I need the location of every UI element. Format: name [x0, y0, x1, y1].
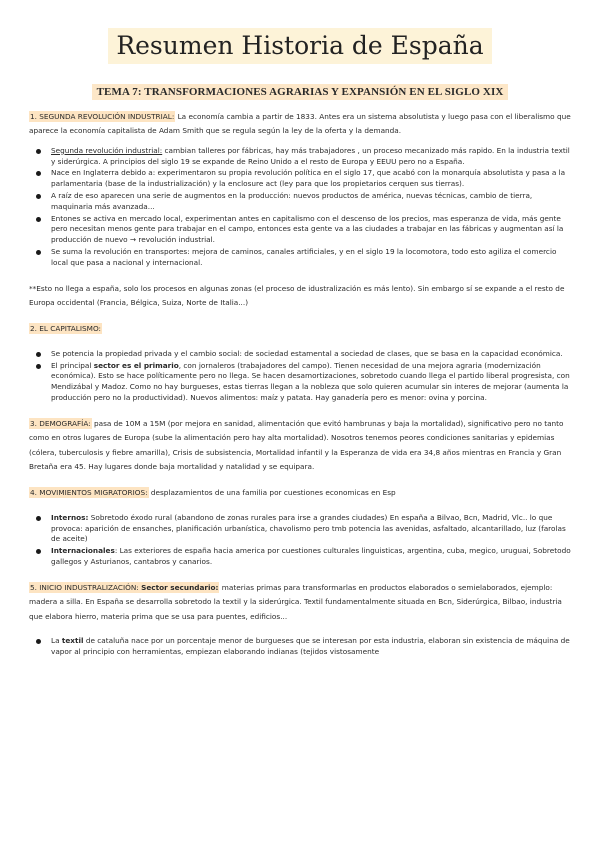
list-item-text: , con jornaleros (trabajadores del campo). Tienen necesidad de una mejora agraria (modernización económica). Esto se hace políticamente pero no llega. Se hacen desamortizaciones, sobretodo cuando llega el partido liberal progresista, con Mendizábal y Madoz. Como no hay burgueses, estas tierras llegan a la nobleza que solo quieren acumular sin interes de mejorar (aumenta la producción pero no la productividad). Nuevos alimentos: maíz y patata. Hay ganadería pero es menor: ovina y porcina.	[51, 360, 570, 402]
list-item-bold: textil	[61, 636, 84, 646]
list-item	[51, 214, 574, 246]
list-item-label: Segunda revolución industrial:	[51, 145, 163, 155]
list-item-text: Se potencia la propiedad privada y el cambio social: de sociedad estamental a sociedad de clases, que se basa en la capacidad económica.	[51, 348, 563, 358]
topic-subtitle: TEMA 7: TRANSFORMACIONES AGRARIAS Y EXPANSIÓN EN EL SIGLO XIX	[92, 84, 509, 100]
list-item	[51, 513, 574, 545]
section-2-paragraph	[29, 322, 574, 336]
list-item-text: : Las exteriores de españa hacia america por cuestiones culturales linguisticas, argentina, cuba, megico, uruguai, Sobretodo gallegos y Asturianos, cantabros y canarios.	[51, 546, 571, 566]
section-4-paragraph	[29, 486, 574, 500]
list-item-text: de cataluña nace por un porcentaje menor de burgueses que se interesan por esta industria, elaboran sin existencia de máquina de vapor al principio con herramientas, empiezan elaborando indianas (tejidos vistosamente	[51, 636, 570, 656]
title-area	[0, 28, 600, 64]
list-item-text: Se suma la revolución en transportes: mejora de caminos, canales artificiales, y en el siglo 19 la locomotora, todo esto agiliza el comercio local que pasa a nacional y internacional.	[51, 246, 557, 267]
section-2-list	[29, 349, 574, 404]
document-body	[29, 110, 574, 659]
list-item	[51, 546, 574, 568]
list-item-bold: sector es el primario	[93, 360, 179, 370]
list-item-text: Entones se activa en mercado local, experimentan antes en capitalismo con el descenso de los precios, mas esperanza de vida, más gente pero necesitan menos gente para trabajar en el campo, entonces esta gente va a las ciudades a trabajar en las fábricas y augmentan así la producción de nuevo → revolución industrial.	[51, 213, 564, 245]
list-item	[51, 349, 574, 360]
list-item	[51, 636, 574, 658]
section-1-intro: La economía cambia a partir de 1833. Antes era un sistema absolutista y luego pasa con el liberalismo que aparece la economía capitalista de Adam Smith que se regula según la ley de la oferta y la demanda.	[29, 112, 571, 136]
list-item	[51, 146, 574, 168]
list-item-text: A raíz de eso aparecen una serie de augmentos en la producción: nuevos productos de américa, nuevas técnicas, cambio de tierra, maquinaria más avanzada...	[51, 191, 533, 211]
list-item-label: Internacionales	[51, 546, 115, 556]
section-5-heading-text: 5. INICIO INDUSTRALIZACIÓN:	[30, 582, 139, 592]
section-1-paragraph	[29, 110, 574, 139]
list-item-text: cambian talleres por fábricas, hay más trabajadores , un proceso mecanizado más rapido. En la industria textil y siderúrgica. A principios del siglo 19 se expande de Reino Unido a el resto de Europa y EEUU pero no a España.	[51, 145, 570, 166]
list-item	[51, 168, 574, 190]
section-5-text: materias primas para transformarlas en productos elaborados o semielaborados, ejemplo: madera a silla. En España se desarrolla sobretodo la textil y la siderúrgica. Textil fundamentalmente situada en Bcn, Siderúrgica, Bilbao, industria que elabora hierro, materia prima que se usa para puentes, edificios...	[29, 582, 562, 621]
section-5-list	[29, 636, 574, 658]
list-item-label: Internos:	[51, 512, 89, 522]
list-item-text: El principal	[51, 360, 94, 370]
list-item-text: Nace en Inglaterra debido a: experimentaron su propia revolución política en el siglo 17, que acabó con la monarquía absolutista y pasa a la parlamentaria (base de la industrialización) y la enclosure act (ley para que los propietarios cerquen sus tierras).	[51, 168, 566, 189]
subtitle-area	[0, 80, 600, 100]
list-item	[51, 191, 574, 213]
section-3-text: pasa de 10M a 15M (por mejora en sanidad, alimentación que evitó hambrunas y baja la mortalidad), significativo pero no tanto como en otros lugares de Europa (sube la alimentación pero hay alta mortalidad). Nosotros tenemos peores condiciones sanitarias y epidemias (cólera, tuberculosis y fiebre amarilla), Crisis de subsistencia, Mortalidad infantil y la Esperanza de vida era 34,8 años mientras en Francia y Gran Bretaña era 45. Hay lugares donde baja mortalidad y natalidad y se equipara.	[29, 418, 564, 471]
section-1-note: **Esto no llega a españa, solo los procesos en algunas zonas (el proceso de idustralización es más lento). Sin embargo sí se expande a el resto de Europa occidental (Francia, Bélgica, Suiza, Norte de Italia...)	[29, 283, 565, 307]
section-5-label: Sector secundario:	[141, 582, 219, 592]
section-2-heading: 2. EL CAPITALISMO:	[30, 324, 102, 334]
section-4-heading: 4. MOVIMIENTOS MIGRATORIOS:	[30, 488, 148, 498]
section-1-heading: 1. SEGUNDA REVOLUCIÓN INDUSTRIAL:	[30, 112, 175, 121]
section-5-paragraph	[29, 581, 574, 624]
list-item	[51, 247, 574, 269]
section-3-heading: 3. DEMOGRAFÍA:	[30, 418, 91, 428]
section-4-list	[29, 513, 574, 568]
list-item-text: Sobretodo éxodo rural (abandono de zonas rurales para irse a grandes ciudades) En españa a Bilvao, Bcn, Madrid, Vlc.. lo que provoca: aparición de ensanches, planificación urbanística, chavolismo pero tmb potencia las avenidas, asfaltado, alcantarillado, luz (farolas de aceite)	[51, 512, 566, 544]
section-3-paragraph	[29, 417, 574, 475]
section-4-text: desplazamientos de una familia por cuestiones economicas en Esp	[148, 488, 396, 498]
list-item-text: La	[51, 636, 62, 646]
section-5-heading	[29, 582, 219, 593]
section-1-list	[29, 146, 574, 269]
list-item	[51, 361, 574, 404]
page-title: Resumen Historia de España	[108, 28, 491, 64]
